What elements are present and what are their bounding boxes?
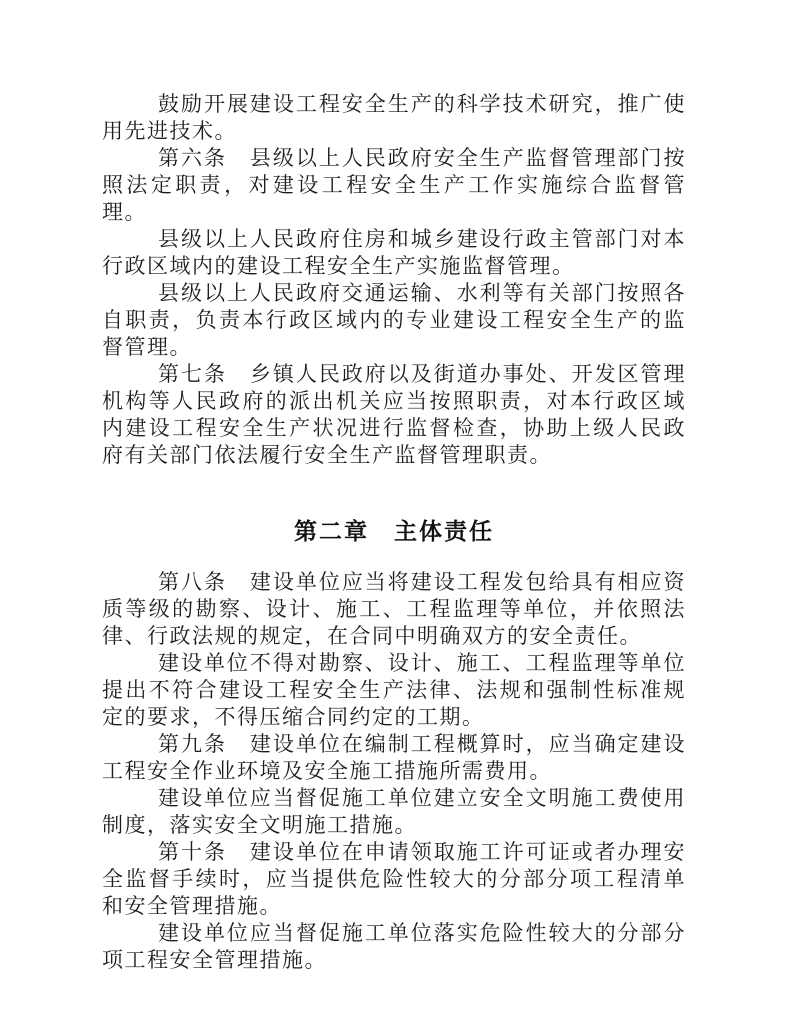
paragraph-article-7: 第七条 乡镇人民政府以及街道办事处、开发区管理机构等人民政府的派出机关应当按照职责，对本行政区域内建设工程安全生产状况进行监督检查，协助上级人民政府有关部门依法履行安全生产监督管理职责。 — [102, 362, 686, 467]
document-text-block — [102, 91, 686, 974]
paragraph-article-6-clause-3: 县级以上人民政府交通运输、水利等有关部门按照各自职责，负责本行政区域内的专业建设工程安全生产的监督管理。 — [102, 281, 686, 359]
paragraph-article-6-clause-2: 县级以上人民政府住房和城乡建设行政主管部门对本行政区域内的建设工程安全生产实施监督管理。 — [102, 227, 686, 278]
paragraph-article-10-clause-2: 建设单位应当督促施工单位落实危险性较大的分部分项工程安全管理措施。 — [102, 921, 686, 972]
paragraph-article-8: 第八条 建设单位应当将建设工程发包给具有相应资质等级的勘察、设计、施工、工程监理等单位，并依照法律、行政法规的规定，在合同中明确双方的安全责任。 — [102, 570, 686, 648]
paragraph-article-10: 第十条 建设单位在申请领取施工许可证或者办理安全监督手续时，应当提供危险性较大的分部分项工程清单和安全管理措施。 — [102, 840, 686, 918]
paragraph-article-8-clause-2: 建设单位不得对勘察、设计、施工、工程监理等单位提出不符合建设工程安全生产法律、法规和强制性标准规定的要求，不得压缩合同约定的工期。 — [102, 651, 686, 729]
paragraph-article-9: 第九条 建设单位在编制工程概算时，应当确定建设工程安全作业环境及安全施工措施所需费用。 — [102, 732, 686, 783]
paragraph-article-6: 第六条 县级以上人民政府安全生产监督管理部门按照法定职责，对建设工程安全生产工作实施综合监督管理。 — [102, 146, 686, 224]
chapter-2-heading: 第二章 主体责任 — [294, 518, 494, 544]
paragraph-article-9-clause-2: 建设单位应当督促施工单位建立安全文明施工费使用制度，落实安全文明施工措施。 — [102, 786, 686, 837]
paragraph-encourage-technology: 鼓励开展建设工程安全生产的科学技术研究，推广使用先进技术。 — [102, 92, 686, 143]
